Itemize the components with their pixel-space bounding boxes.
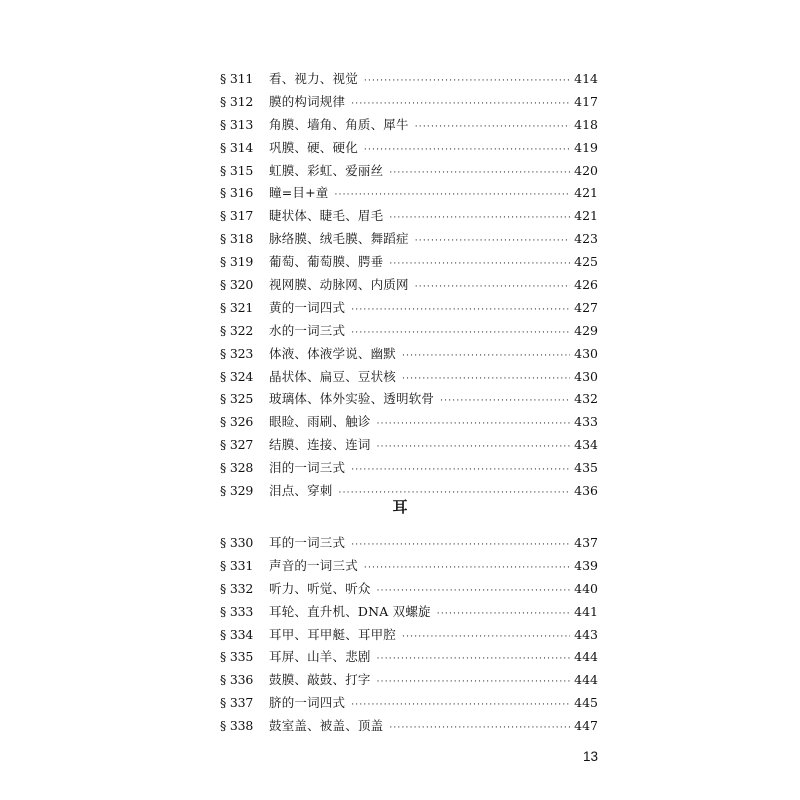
entry-section-number: § 330	[220, 535, 254, 550]
entry-title: 膜的构词规律	[269, 93, 346, 109]
entry-section-number: § 338	[220, 718, 254, 734]
toc-entry	[220, 68, 598, 91]
entry-title: 声音的一词三式	[269, 557, 358, 573]
dot-leader	[364, 139, 570, 162]
entry-section-number: § 327	[220, 437, 254, 453]
dot-leader	[364, 70, 570, 93]
entry-section-number: § 332	[220, 580, 254, 596]
entry-section-number: § 317	[220, 208, 254, 224]
dot-leader	[351, 459, 570, 482]
dot-leader	[389, 253, 570, 276]
entry-section-number: § 325	[220, 391, 254, 407]
entry-page-number: 421	[574, 208, 598, 224]
entry-section-number: § 324	[220, 368, 254, 384]
entry-title: 黄的一词四式	[269, 299, 346, 315]
dot-leader	[351, 534, 570, 557]
section-heading-ear: 耳	[392, 498, 408, 516]
toc-list-eye	[220, 68, 598, 503]
dot-leader	[389, 162, 570, 185]
dot-leader	[415, 276, 570, 299]
toc-entry	[220, 646, 598, 669]
entry-title: 耳的一词三式	[269, 535, 346, 550]
toc-entry	[220, 388, 598, 411]
toc-entry	[220, 114, 598, 137]
entry-title: 虹膜、彩虹、爱丽丝	[269, 162, 384, 178]
entry-section-number: § 314	[220, 139, 254, 155]
entry-page-number: 426	[574, 277, 598, 293]
toc-entry	[220, 692, 598, 715]
entry-page-number: 430	[574, 345, 598, 361]
entry-page-number: 421	[574, 185, 598, 201]
entry-section-number: § 331	[220, 557, 254, 573]
toc-entry	[220, 669, 598, 692]
toc-entry	[220, 205, 598, 228]
entry-title: 鼓室盖、被盖、顶盖	[269, 718, 384, 734]
entry-section-number: § 320	[220, 277, 254, 293]
toc-entry	[220, 160, 598, 183]
dot-leader	[377, 436, 570, 459]
entry-title: 听力、听觉、听众	[269, 580, 371, 596]
dot-leader	[334, 184, 570, 207]
entry-title: 结膜、连接、连词	[269, 437, 371, 453]
entry-section-number: § 321	[220, 299, 254, 315]
entry-page-number: 441	[574, 603, 598, 619]
entry-page-number: 418	[574, 116, 598, 132]
toc-entry	[220, 532, 598, 555]
entry-title: 眼睑、雨刷、触诊	[269, 414, 371, 430]
entry-page-number: 435	[574, 460, 598, 476]
entry-title: 体液、体液学说、幽默	[269, 345, 397, 361]
toc-entry	[220, 624, 598, 647]
toc-entry	[220, 578, 598, 601]
toc-entry	[220, 715, 598, 738]
entry-page-number: 447	[574, 718, 598, 734]
dot-leader	[364, 557, 570, 580]
dot-leader	[402, 626, 570, 649]
entry-section-number: § 335	[220, 649, 254, 665]
entry-page-number: 444	[574, 672, 598, 688]
entry-title: 葡萄、葡萄膜、腭垂	[269, 254, 384, 270]
entry-page-number: 444	[574, 649, 598, 665]
dot-leader	[377, 648, 570, 671]
toc-entry	[220, 457, 598, 480]
dot-leader	[415, 116, 570, 139]
entry-page-number: 434	[574, 437, 598, 453]
entry-title: 看、视力、视觉	[269, 71, 358, 86]
toc-entry	[220, 601, 598, 624]
entry-title: 泪点、穿刺	[269, 483, 333, 499]
entry-section-number: § 336	[220, 672, 254, 688]
entry-page-number: 439	[574, 557, 598, 573]
entry-page-number: 436	[574, 483, 598, 499]
entry-section-number: § 315	[220, 162, 254, 178]
entry-section-number: § 337	[220, 695, 254, 711]
entry-section-number: § 329	[220, 483, 254, 499]
entry-title: 晶状体、扁豆、豆状核	[269, 368, 397, 384]
dot-leader	[351, 299, 570, 322]
dot-leader	[377, 671, 570, 694]
entry-section-number: § 328	[220, 460, 254, 476]
entry-section-number: § 333	[220, 603, 254, 619]
toc-entry	[220, 228, 598, 251]
entry-title: 水的一词三式	[269, 322, 346, 338]
entry-page-number: 432	[574, 391, 598, 407]
dot-leader	[351, 322, 570, 345]
toc-entry	[220, 297, 598, 320]
entry-title: 瞳=目+童	[269, 185, 329, 201]
dot-leader	[402, 345, 570, 368]
dot-leader	[415, 230, 570, 253]
page-number: 13	[582, 749, 598, 764]
entry-section-number: § 319	[220, 254, 254, 270]
dot-leader	[402, 368, 570, 391]
entry-page-number: 423	[574, 231, 598, 247]
entry-section-number: § 316	[220, 185, 254, 201]
dot-leader	[377, 580, 570, 603]
entry-section-number: § 312	[220, 93, 254, 109]
toc-list-ear	[220, 532, 598, 738]
toc-entry	[220, 343, 598, 366]
dot-leader	[440, 390, 570, 413]
toc-entry	[220, 320, 598, 343]
entry-title: 泪的一词三式	[269, 460, 346, 476]
toc-entry	[220, 182, 598, 205]
toc-entry	[220, 434, 598, 457]
entry-page-number: 420	[574, 162, 598, 178]
entry-page-number: 425	[574, 254, 598, 270]
entry-section-number: § 326	[220, 414, 254, 430]
entry-section-number: § 311	[220, 71, 254, 86]
entry-page-number: 429	[574, 322, 598, 338]
toc-entry	[220, 411, 598, 434]
entry-page-number: 419	[574, 139, 598, 155]
toc-entry	[220, 366, 598, 389]
toc-entry	[220, 251, 598, 274]
entry-page-number: 440	[574, 580, 598, 596]
entry-title: 鼓膜、敲鼓、打字	[269, 672, 371, 688]
dot-leader	[389, 717, 570, 740]
entry-title: 睫状体、睫毛、眉毛	[269, 208, 384, 224]
entry-page-number: 414	[574, 71, 598, 86]
entry-page-number: 417	[574, 93, 598, 109]
toc-entry	[220, 274, 598, 297]
entry-title: 耳屏、山羊、悲剧	[269, 649, 371, 665]
dot-leader	[351, 93, 570, 116]
entry-title: 脉络膜、绒毛膜、舞蹈症	[269, 231, 409, 247]
dot-leader	[351, 694, 570, 717]
entry-title: 脐的一词四式	[269, 695, 346, 711]
entry-title: 视网膜、动脉网、内质网	[269, 277, 409, 293]
entry-title: 耳甲、耳甲艇、耳甲腔	[269, 626, 397, 642]
toc-entry	[220, 555, 598, 578]
entry-section-number: § 334	[220, 626, 254, 642]
entry-section-number: § 318	[220, 231, 254, 247]
toc-entry	[220, 91, 598, 114]
entry-section-number: § 322	[220, 322, 254, 338]
entry-page-number: 443	[574, 626, 598, 642]
entry-title: 玻璃体、体外实验、透明软骨	[269, 391, 435, 407]
entry-page-number: 437	[574, 535, 598, 550]
entry-page-number: 430	[574, 368, 598, 384]
entry-page-number: 433	[574, 414, 598, 430]
dot-leader	[377, 413, 570, 436]
dot-leader	[389, 207, 570, 230]
entry-section-number: § 323	[220, 345, 254, 361]
entry-page-number: 427	[574, 299, 598, 315]
dot-leader	[437, 603, 570, 626]
entry-title: 巩膜、硬、硬化	[269, 139, 358, 155]
entry-title: 角膜、墙角、角质、犀牛	[269, 116, 409, 132]
entry-page-number: 445	[574, 695, 598, 711]
entry-title: 耳轮、直升机、DNA 双螺旋	[269, 603, 431, 619]
entry-section-number: § 313	[220, 116, 254, 132]
toc-entry	[220, 137, 598, 160]
